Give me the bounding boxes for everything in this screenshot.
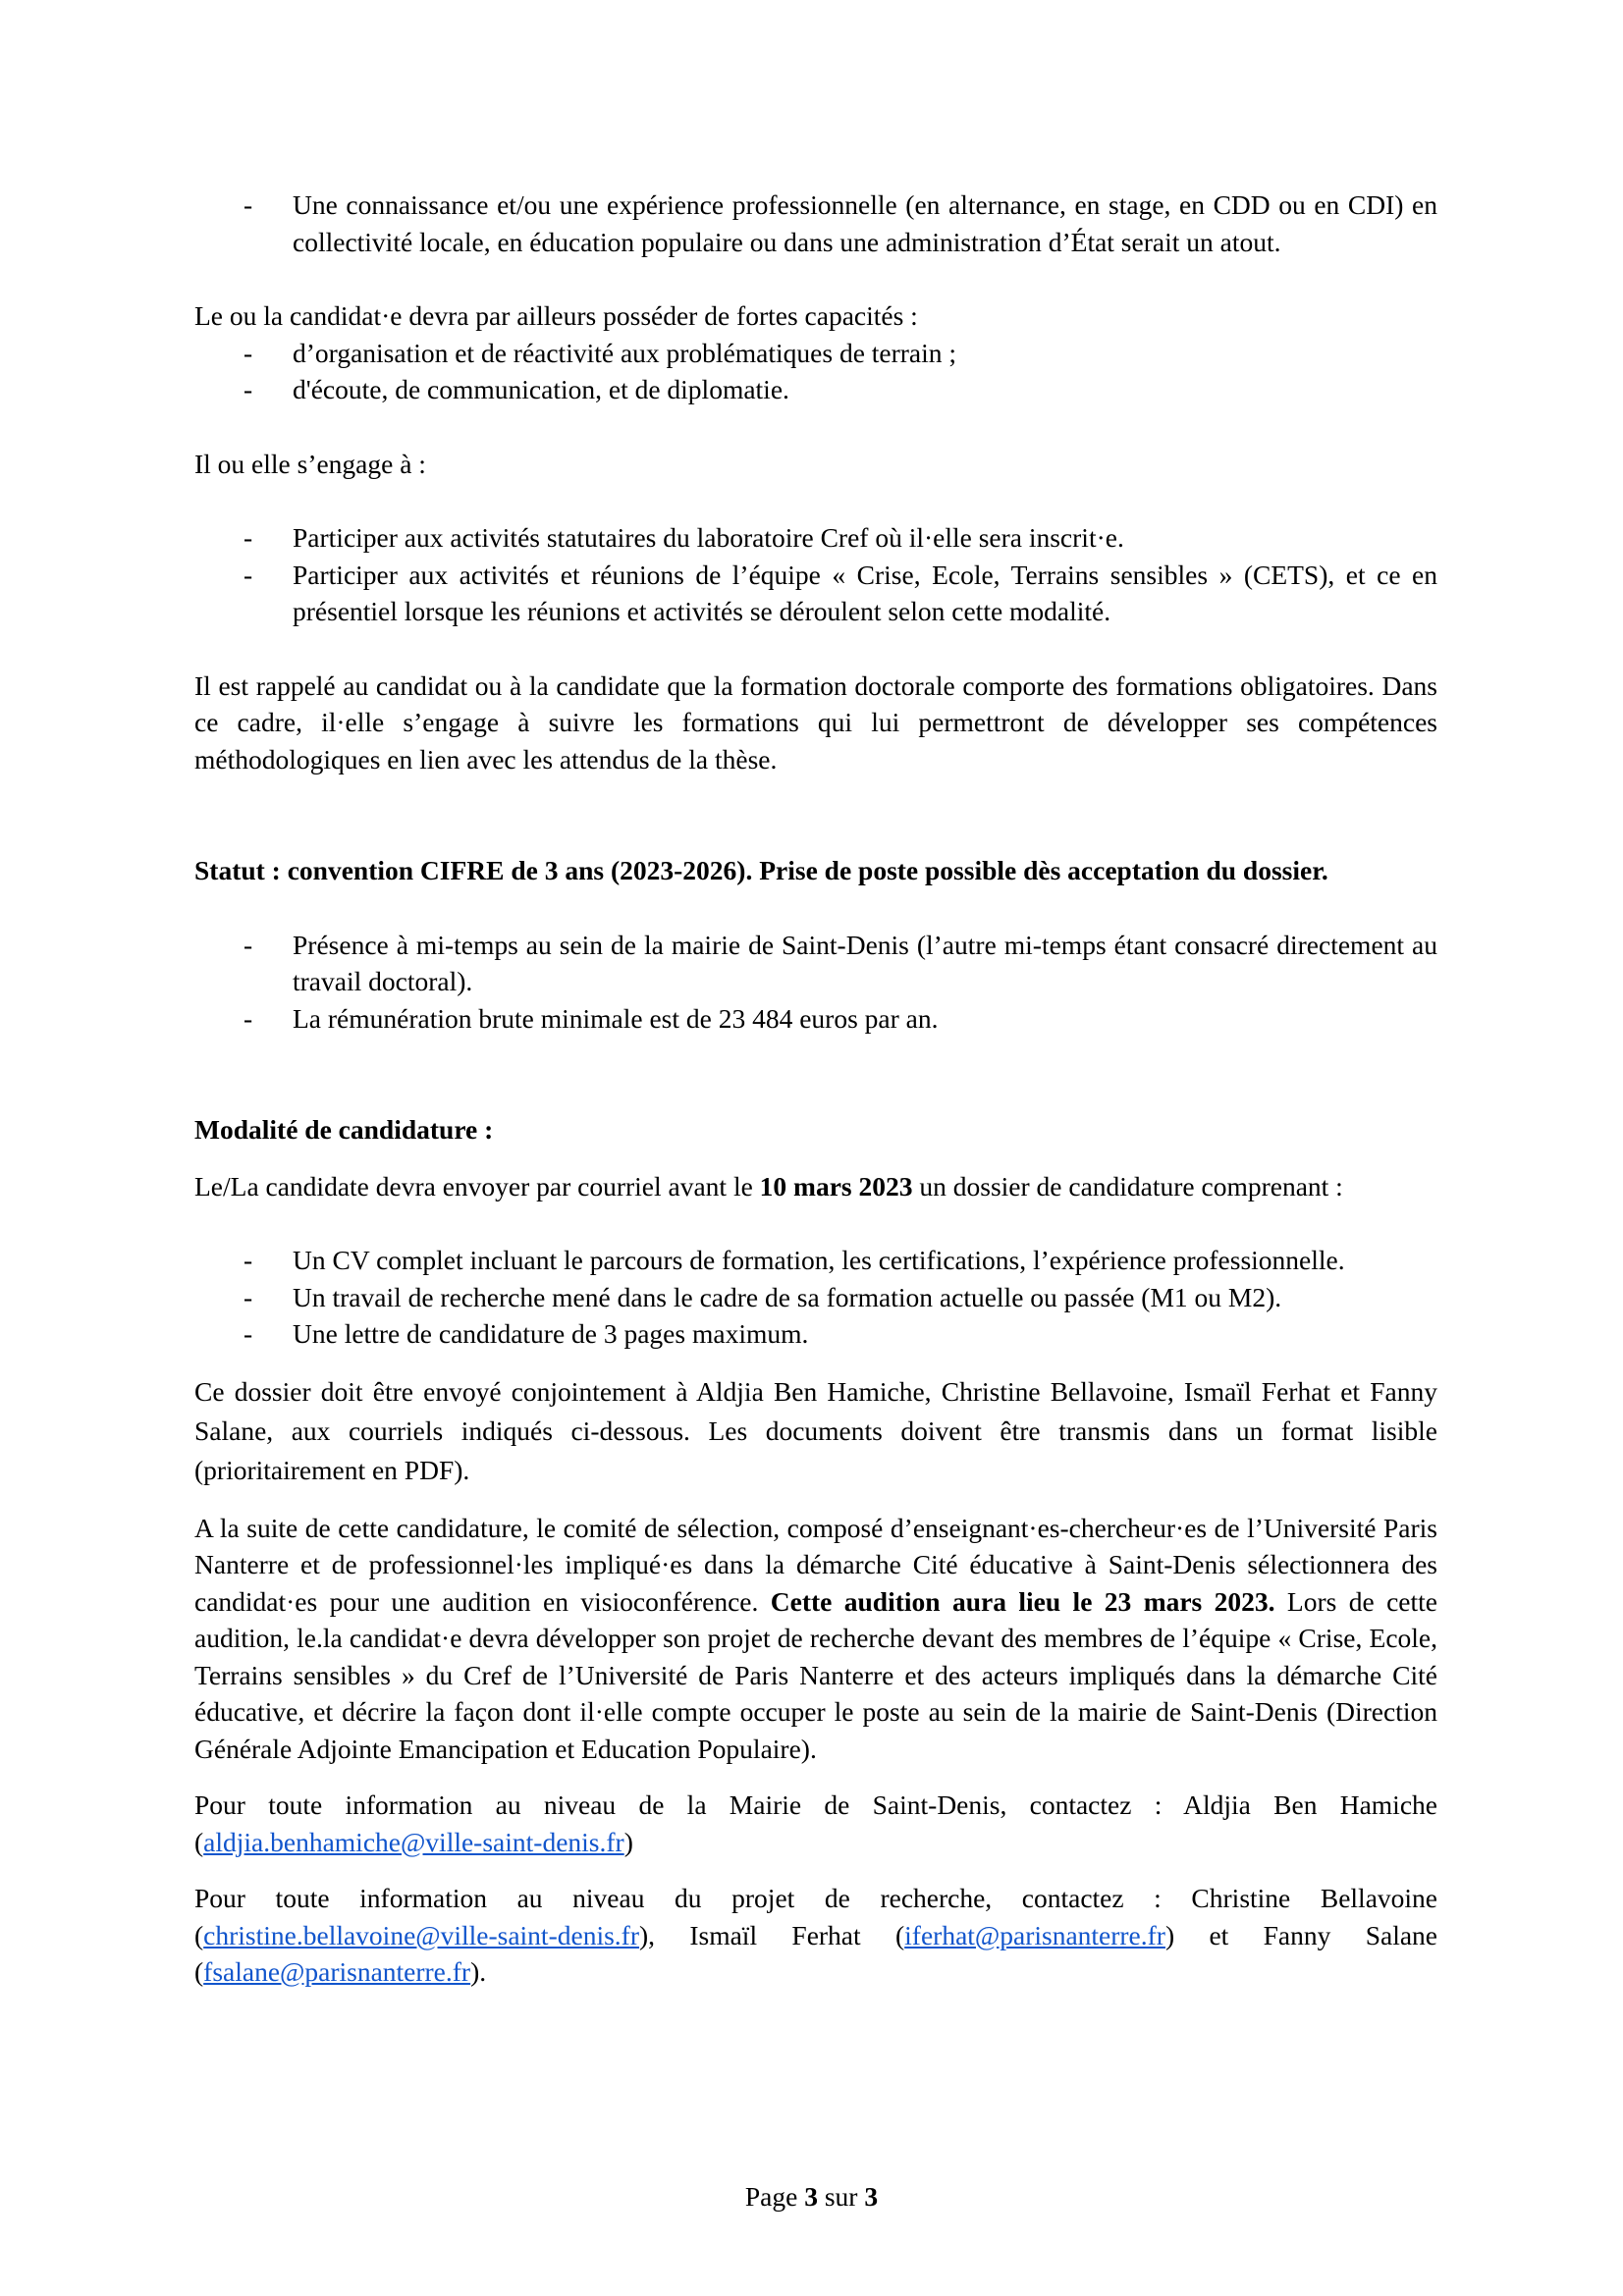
email-link-benhamiche[interactable]: aldjia.benhamiche@ville-saint-denis.fr bbox=[203, 1826, 624, 1857]
statut-list bbox=[194, 927, 1437, 1038]
email-link-ferhat[interactable]: iferhat@parisnanterre.fr bbox=[904, 1919, 1165, 1950]
list-item: - Un travail de recherche mené dans le cadre de sa formation actuelle ou passée (M1 ou M2). bbox=[194, 1279, 1437, 1316]
deadline-date: 10 mars 2023 bbox=[759, 1170, 913, 1201]
list-item: - Une lettre de candidature de 3 pages maximum. bbox=[194, 1315, 1437, 1353]
list-item: - Un CV complet incluant le parcours de formation, les certifications, l’expérience professionnelle. bbox=[194, 1242, 1437, 1279]
audition-date: Cette audition aura lieu le 23 mars 2023. bbox=[770, 1585, 1275, 1617]
modalite-intro: Le/La candidate devra envoyer par courriel avant le 10 mars 2023 un dossier de candidature comprenant : bbox=[194, 1170, 1343, 1201]
audition-paragraph: A la suite de cette candidature, le comité de sélection, composé d’enseignant·es-chercheur·es de l’Université Paris Nanterre et de professionnel·les impliqué·es dans la démarche Cité éducative à Saint-Denis sélectionnera des candidat·es pour une audition en visioconférence. Cette audition aura lieu le 23 mars 2023. Lors de cette audition, le.la candidat·e devra développer son projet de recherche devant des membres de l’équipe « Crise, Ecole, Terrains sensibles » du Cref de l’Université de Paris Nanterre et des acteurs impliqués dans la démarche Cité éducative, et décrire la façon dont il·elle compte occuper le poste au sein de la mairie de Saint-Denis (Direction Générale Adjointe Emancipation et Education Populaire). bbox=[194, 1512, 1437, 1764]
capacities-list bbox=[194, 335, 1437, 408]
contact-mairie-paragraph: Pour toute information au niveau de la Mairie de Saint-Denis, contactez : Aldjia Ben Hamiche (aldjia.benhamiche@ville-saint-denis.fr) bbox=[194, 1789, 1437, 1857]
list-item: - Participer aux activités et réunions de l’équipe « Crise, Ecole, Terrains sensibles » (CETS), et ce en présentiel lorsque les réunions et activités se déroulent selon cette modalité. bbox=[194, 557, 1437, 630]
list-item: - Présence à mi-temps au sein de la mairie de Saint-Denis (l’autre mi-temps étant consacré directement au travail doctoral). bbox=[194, 927, 1437, 1000]
engagement-intro: Il ou elle s’engage à : bbox=[194, 448, 426, 479]
page-footer: Page 3 sur 3 bbox=[744, 2181, 879, 2212]
contact-recherche-paragraph: Pour toute information au niveau du projet de recherche, contactez : Christine Bellavoine (christine.bellavoine@ville-saint-denis.fr), Ismaïl Ferhat (iferhat@parisnanterre.fr) et Fanny Salane (fsalane@parisnanterre.fr). bbox=[194, 1883, 1438, 1987]
list-item: - Participer aux activités statutaires du laboratoire Cref où il·elle sera inscrit·e. bbox=[194, 519, 1437, 557]
dossier-list bbox=[194, 1242, 1437, 1353]
list-item: - d'écoute, de communication, et de diplomatie. bbox=[194, 371, 1437, 408]
current-page-number: 3 bbox=[804, 2181, 818, 2212]
engagement-list bbox=[194, 519, 1437, 630]
modalite-heading: Modalité de candidature : bbox=[194, 1114, 494, 1145]
email-link-bellavoine[interactable]: christine.bellavoine@ville-saint-denis.fr bbox=[203, 1919, 639, 1950]
list-item: - Une connaissance et/ou une expérience professionnelle (en alternance, en stage, en CDD ou en CDI) en collectivité locale, en éducation populaire ou dans une administration d’État serait un atout. bbox=[194, 187, 1437, 260]
experience-list bbox=[194, 187, 1437, 260]
capacities-intro: Le ou la candidat·e devra par ailleurs posséder de fortes capacités : bbox=[194, 300, 918, 331]
email-link-salane[interactable]: fsalane@parisnanterre.fr bbox=[203, 1956, 471, 1987]
list-item: - d’organisation et de réactivité aux problématiques de terrain ; bbox=[194, 335, 1437, 372]
document-page bbox=[194, 187, 1437, 1991]
total-page-number: 3 bbox=[864, 2181, 879, 2212]
statut-heading: Statut : convention CIFRE de 3 ans (2023-2026). Prise de poste possible dès acceptation du dossier. bbox=[194, 855, 1328, 885]
list-item: - La rémunération brute minimale est de 23 484 euros par an. bbox=[194, 1000, 1437, 1038]
formation-paragraph: Il est rappelé au candidat ou à la candidate que la formation doctorale comporte des formations obligatoires. Dans ce cadre, il·elle s’engage à suivre les formations qui lui permettront de développer ses compétences méthodologiques en lien avec les attendus de la thèse. bbox=[194, 669, 1437, 774]
dossier-paragraph: Ce dossier doit être envoyé conjointement à Aldjia Ben Hamiche, Christine Bellavoine, Ismaïl Ferhat et Fanny Salane, aux courriels indiqués ci-dessous. Les documents doivent être transmis dans un format lisible (prioritairement en PDF). bbox=[194, 1375, 1437, 1485]
